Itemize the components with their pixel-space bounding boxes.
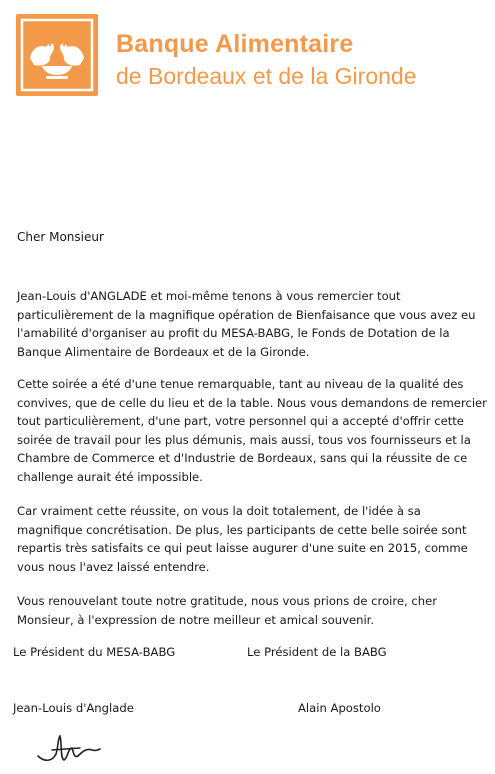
right-signatory-name: Alain Apostolo xyxy=(298,701,381,715)
paragraph-success: Car vraiment cette réussite, on vous la doit totalement, de l'idée à sa magnifique concrétisation. De plus, les participants de cette belle soirée sont repartis très satisfaits ce qui peut laisse augurer d'une suite en 2015, comme vous nous l'avez laissé entendre. xyxy=(17,504,468,574)
org-subtitle: de Bordeaux et de la Gironde xyxy=(116,63,417,89)
handwritten-signature-icon xyxy=(34,728,104,770)
salutation: Cher Monsieur xyxy=(17,230,104,244)
birds-sharing-bowl-logo xyxy=(16,14,98,96)
left-signatory-title: Le Président du MESA-BABG xyxy=(13,645,176,659)
letterhead xyxy=(16,14,486,104)
right-signatory-title: Le Président de la BABG xyxy=(247,645,387,659)
org-name: Banque Alimentaire xyxy=(116,30,354,58)
paragraph-thanks: Jean-Louis d'ANGLADE et moi-même tenons à vous remercier tout particulièrement de la magnifique opération de Bienfaisance que vous avez eu l'amabilité d'organiser au profit du MESA-BABG, le Fonds de Dotation de la Banque Alimentaire de Bordeaux et de la Gironde. xyxy=(17,289,476,359)
paragraph-closing: Vous renouvelant toute notre gratitude, nous vous prions de croire, cher Monsieur, à l'expression de notre meilleur et amical souvenir. xyxy=(17,594,438,627)
left-signatory-name: Jean-Louis d'Anglade xyxy=(13,701,134,715)
paragraph-evening: Cette soirée a été d'une tenue remarquable, tant au niveau de la qualité des convives, que de celle du lieu et de la table. Nous vous demandons de remercier tout particulièrement, d'une part, votre personnel qui a accepté d'offrir cette soirée de travail pour les plus démunis, mais aussi, tous vos fournisseurs et la Chambre de Commerce et d'Industrie de Bordeaux, sans qui la réussite de ce challenge aurait été impossible. xyxy=(17,377,487,484)
